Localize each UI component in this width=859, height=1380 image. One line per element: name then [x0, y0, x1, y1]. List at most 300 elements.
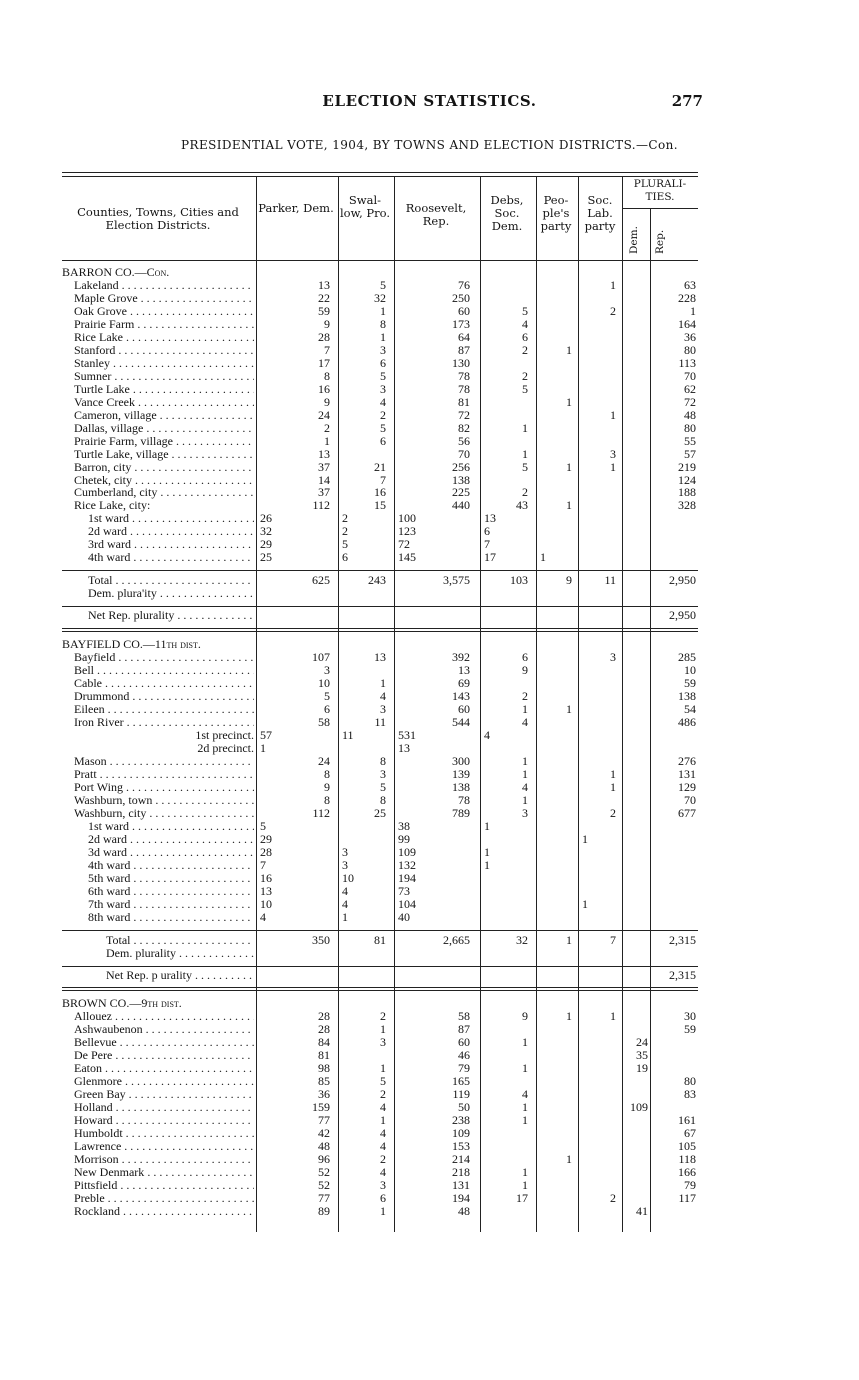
cell-sl: 1 — [610, 766, 616, 781]
top-rule — [62, 172, 698, 173]
cell-pp: 1 — [566, 702, 572, 717]
header-parker: Parker, Dem. — [258, 201, 334, 215]
row-label: Washburn, town . . . — [62, 794, 254, 807]
table-row — [62, 768, 698, 781]
table-row — [62, 716, 698, 729]
cell-p: 10 — [318, 676, 330, 691]
cell-r: 218 — [452, 1165, 470, 1180]
section-rule-2 — [62, 990, 698, 991]
section-rule — [62, 628, 698, 629]
cell-p: 48 — [318, 1139, 330, 1154]
header-rule — [62, 260, 698, 261]
row-label: Pratt . . . — [62, 768, 254, 781]
cell-r: 87 — [458, 342, 470, 357]
cell-r: 138 — [452, 472, 470, 487]
cell-pp: 1 — [566, 459, 572, 474]
table-row — [62, 370, 698, 383]
row-label: New Denmark . . . — [62, 1166, 254, 1179]
cell-pr: 59 — [684, 1022, 696, 1037]
cell-p: 7 — [324, 342, 330, 357]
row-label: Bayfield . . . — [62, 651, 254, 664]
cell-r: 789 — [452, 805, 470, 820]
row-label: Cumberland, city . . . — [62, 486, 254, 499]
cell-d: 1 — [522, 792, 528, 807]
table-title: PRESIDENTIAL VOTE, 1904, BY TOWNS AND ELECTION DISTRICTS.—Con. — [181, 138, 678, 152]
cell-dw: 1 — [484, 818, 490, 833]
cell-rw: 132 — [398, 857, 416, 872]
row-label: Holland . . . — [62, 1101, 254, 1114]
cell-r: 139 — [452, 766, 470, 781]
header-soclab: Soc. Lab. party — [584, 193, 616, 233]
table-row — [62, 651, 698, 664]
cell-p: 159 — [312, 1100, 330, 1115]
cell-r: 138 — [452, 779, 470, 794]
cell-pr: 62 — [684, 381, 696, 396]
cell-pr: 80 — [684, 342, 696, 357]
table-row — [62, 512, 698, 525]
cell-s: 13 — [374, 650, 386, 665]
cell-p: 9 — [324, 779, 330, 794]
cell-r: 250 — [452, 290, 470, 305]
row-label: Prairie Farm . . . — [62, 318, 254, 331]
cell-pr: 30 — [684, 1009, 696, 1024]
cell-rw: 38 — [398, 818, 410, 833]
cell-s: 1 — [380, 1203, 386, 1218]
cell-sw: 2 — [342, 524, 348, 539]
cell-p: 84 — [318, 1035, 330, 1050]
cell-r: 392 — [452, 650, 470, 665]
cell-p: 37 — [318, 459, 330, 474]
table-row — [62, 461, 698, 474]
cell-slw: 1 — [582, 831, 588, 846]
cell-pr: 138 — [678, 689, 696, 704]
cell-sl: 1 — [610, 779, 616, 794]
cell-pp: 1 — [566, 1152, 572, 1167]
row-label: 4th ward . . . — [62, 551, 254, 564]
total-rule — [62, 930, 698, 931]
table-row — [62, 574, 698, 587]
cell-p: 24 — [318, 753, 330, 768]
cell-rw: 73 — [398, 883, 410, 898]
cell-s: 1 — [380, 1113, 386, 1128]
table-row — [62, 435, 698, 448]
cell-rw: 104 — [398, 896, 416, 911]
cell-p: 112 — [312, 805, 330, 820]
table-row — [62, 794, 698, 807]
cell-d: 1 — [522, 420, 528, 435]
cell-r: 64 — [458, 329, 470, 344]
row-label: 3d ward . . . — [62, 846, 254, 859]
cell-s: 5 — [380, 1074, 386, 1089]
cell-p: 89 — [318, 1203, 330, 1218]
cell-d: 103 — [510, 573, 528, 588]
cell-sl: 3 — [610, 446, 616, 461]
table-row — [62, 872, 698, 885]
cell-s: 4 — [380, 689, 386, 704]
cell-rw: 123 — [398, 524, 416, 539]
cell-p: 42 — [318, 1126, 330, 1141]
cell-d: 2 — [522, 689, 528, 704]
cell-r: 300 — [452, 753, 470, 768]
header-rep: Rep. — [654, 229, 666, 254]
section-rule-2 — [62, 631, 698, 632]
cell-s: 8 — [380, 753, 386, 768]
cell-sl: 1 — [610, 459, 616, 474]
cell-d: 4 — [522, 1087, 528, 1102]
header-pluralities: PLURALI-TIES. — [633, 178, 687, 203]
cell-s: 7 — [380, 472, 386, 487]
cell-d: 32 — [516, 932, 528, 947]
cell-pp: 1 — [566, 498, 572, 513]
cell-d: 1 — [522, 1035, 528, 1050]
cell-d: 5 — [522, 381, 528, 396]
cell-pr: 70 — [684, 792, 696, 807]
cell-r: 153 — [452, 1139, 470, 1154]
table-row — [62, 525, 698, 538]
table-row — [62, 947, 698, 960]
cell-s: 81 — [374, 932, 386, 947]
row-label: Net Rep. plurality . . . — [62, 609, 254, 622]
cell-r: 544 — [452, 715, 470, 730]
cell-p: 58 — [318, 715, 330, 730]
cell-s: 32 — [374, 290, 386, 305]
cell-r: 440 — [452, 498, 470, 513]
row-label: Green Bay . . . — [62, 1088, 254, 1101]
top-rule-2 — [62, 176, 698, 177]
table-row — [62, 898, 698, 911]
cell-r: 48 — [458, 1203, 470, 1218]
row-label: Mason . . . — [62, 755, 254, 768]
cell-pr: 276 — [678, 753, 696, 768]
cell-dw: 7 — [484, 537, 490, 552]
cell-sl: 1 — [610, 1009, 616, 1024]
cell-r: 165 — [452, 1074, 470, 1089]
table-row — [62, 609, 698, 622]
cell-p: 77 — [318, 1113, 330, 1128]
cell-r: 131 — [452, 1178, 470, 1193]
row-label: 2d precinct. — [197, 741, 254, 755]
cell-d: 9 — [522, 1009, 528, 1024]
cell-sw: 3 — [342, 844, 348, 859]
cell-sw: 1 — [342, 909, 348, 924]
running-head-title: ELECTION STATISTICS. — [322, 92, 537, 110]
cell-p: 6 — [324, 702, 330, 717]
row-label: Allouez . . . — [62, 1010, 254, 1023]
header-peoples: Peo-ple's party — [540, 193, 572, 233]
cell-r: 3,575 — [443, 573, 470, 588]
row-label: Net Rep. p urality . . . — [62, 969, 254, 982]
cell-s: 4 — [380, 1126, 386, 1141]
cell-p: 96 — [318, 1152, 330, 1167]
cell-pr: 72 — [684, 394, 696, 409]
cell-rw: 194 — [398, 870, 416, 885]
cell-pr: 1 — [690, 303, 696, 318]
cell-pp: 1 — [566, 394, 572, 409]
header-swallow: Swal-low, Pro. — [339, 193, 390, 220]
cell-rw: 40 — [398, 909, 410, 924]
row-label: 1st precinct. — [195, 729, 254, 742]
net-rule — [62, 606, 698, 607]
row-label: Turtle Lake . . . — [62, 383, 254, 396]
cell-d: 2 — [522, 342, 528, 357]
cell-s: 2 — [380, 1152, 386, 1167]
cell-r: 78 — [458, 792, 470, 807]
table-row — [62, 305, 698, 318]
cell-d: 2 — [522, 368, 528, 383]
table-row — [62, 807, 698, 820]
cell-s: 3 — [380, 381, 386, 396]
cell-pr: 129 — [678, 779, 696, 794]
cell-pr: 486 — [678, 715, 696, 730]
cell-r: 194 — [452, 1191, 470, 1206]
cell-s: 4 — [380, 1139, 386, 1154]
cell-dw: 6 — [484, 524, 490, 539]
cell-p: 36 — [318, 1087, 330, 1102]
cell-rw: 99 — [398, 831, 410, 846]
table-row — [62, 934, 698, 947]
cell-rw: 100 — [398, 511, 416, 526]
table-row — [62, 448, 698, 461]
cell-sl: 3 — [610, 650, 616, 665]
cell-sw: 4 — [342, 896, 348, 911]
cell-sl: 2 — [610, 805, 616, 820]
cell-sl: 1 — [610, 407, 616, 422]
cell-pr: 219 — [678, 459, 696, 474]
cell-rw: 72 — [398, 537, 410, 552]
cell-p: 24 — [318, 407, 330, 422]
cell-s: 5 — [380, 277, 386, 292]
cell-pr: 228 — [678, 290, 696, 305]
cell-dw: 13 — [484, 511, 496, 526]
table-row — [62, 1036, 698, 1049]
cell-p: 17 — [318, 355, 330, 370]
cell-p: 98 — [318, 1061, 330, 1076]
cell-pd: 35 — [636, 1048, 648, 1063]
cell-pr: 63 — [684, 277, 696, 292]
table-row — [62, 331, 698, 344]
cell-dw: 17 — [484, 550, 496, 565]
row-label: Ashwaubenon . . . — [62, 1023, 254, 1036]
cell-p: 16 — [318, 381, 330, 396]
cell-s: 5 — [380, 779, 386, 794]
cell-sl: 1 — [610, 277, 616, 292]
row-label: Oak Grove . . . — [62, 305, 254, 318]
cell-p: 28 — [318, 1009, 330, 1024]
cell-d: 5 — [522, 459, 528, 474]
cell-r: 143 — [452, 689, 470, 704]
cell-d: 1 — [522, 1178, 528, 1193]
cell-d: 5 — [522, 303, 528, 318]
cell-r: 82 — [458, 420, 470, 435]
cell-s: 3 — [380, 702, 386, 717]
table-row — [62, 538, 698, 551]
cell-s: 15 — [374, 498, 386, 513]
cell-pr: 131 — [678, 766, 696, 781]
cell-s: 1 — [380, 329, 386, 344]
row-label: Bell . . . — [62, 664, 254, 677]
cell-s: 4 — [380, 1100, 386, 1115]
cell-pr: 677 — [678, 805, 696, 820]
cell-pw: 57 — [260, 728, 272, 742]
cell-pr: 285 — [678, 650, 696, 665]
vote-table — [62, 164, 698, 1254]
cell-pr: 166 — [678, 1165, 696, 1180]
table-row — [62, 318, 698, 331]
row-label: Stanford . . . — [62, 344, 254, 357]
table-row — [62, 587, 698, 600]
cell-d: 6 — [522, 650, 528, 665]
cell-s: 3 — [380, 1035, 386, 1050]
cell-r: 256 — [452, 459, 470, 474]
cell-p: 8 — [324, 368, 330, 383]
cell-pw: 26 — [260, 511, 272, 526]
row-label: BROWN CO.—9th dist. — [62, 997, 182, 1011]
cell-pr: 80 — [684, 1074, 696, 1089]
cell-pr: 188 — [678, 485, 696, 500]
row-label: Sumner . . . — [62, 370, 254, 383]
table-row — [62, 911, 698, 924]
cell-pr: 113 — [678, 355, 696, 370]
cell-pr: 57 — [684, 446, 696, 461]
cell-pp: 1 — [566, 932, 572, 947]
cell-s: 1 — [380, 676, 386, 691]
cell-p: 81 — [318, 1048, 330, 1063]
total-rule — [62, 570, 698, 571]
table-row — [62, 396, 698, 409]
cell-r: 78 — [458, 381, 470, 396]
row-label: De Pere . . . — [62, 1049, 254, 1062]
cell-pw: 5 — [260, 818, 266, 833]
table-row — [62, 357, 698, 370]
cell-rw: 13 — [398, 740, 410, 755]
cell-r: 60 — [458, 1035, 470, 1050]
cell-s: 3 — [380, 766, 386, 781]
cell-s: 243 — [368, 573, 386, 588]
row-label: 2d ward . . . — [62, 833, 254, 846]
cell-pr: 79 — [684, 1178, 696, 1193]
header-roosevelt: Roosevelt, Rep. — [405, 201, 467, 228]
cell-s: 2 — [380, 1087, 386, 1102]
row-label: Total . . . — [62, 934, 254, 947]
cell-dw: 1 — [484, 857, 490, 872]
row-label: 7th ward . . . — [62, 898, 254, 911]
cell-p: 22 — [318, 290, 330, 305]
cell-rw: 531 — [398, 728, 416, 742]
row-label: Rice Lake, city: — [74, 499, 151, 513]
cell-s: 8 — [380, 792, 386, 807]
cell-r: 13 — [458, 663, 470, 678]
cell-pr: 105 — [678, 1139, 696, 1154]
cell-d: 1 — [522, 753, 528, 768]
cell-d: 1 — [522, 446, 528, 461]
cell-pw: 16 — [260, 870, 272, 885]
cell-p: 1 — [324, 433, 330, 448]
cell-pd: 19 — [636, 1061, 648, 1076]
cell-r: 2,665 — [443, 932, 470, 947]
cell-sw: 10 — [342, 870, 354, 885]
cell-pd: 109 — [630, 1100, 648, 1115]
table-row — [62, 383, 698, 396]
row-label: Pittsfield . . . — [62, 1179, 254, 1192]
cell-p: 28 — [318, 329, 330, 344]
table-row — [62, 729, 698, 742]
cell-pr: 2,315 — [669, 932, 696, 947]
row-label: Prairie Farm, village . . . — [62, 435, 254, 448]
cell-p: 350 — [312, 932, 330, 947]
cell-r: 78 — [458, 368, 470, 383]
cell-s: 21 — [374, 459, 386, 474]
cell-d: 4 — [522, 316, 528, 331]
cell-p: 625 — [312, 573, 330, 588]
row-label: Eileen . . . — [62, 703, 254, 716]
cell-d: 2 — [522, 485, 528, 500]
row-label: Preble . . . — [62, 1192, 254, 1205]
cell-pr: 2,950 — [669, 608, 696, 623]
cell-p: 52 — [318, 1178, 330, 1193]
cell-p: 2 — [324, 420, 330, 435]
row-label: Turtle Lake, village . . . — [62, 448, 254, 461]
cell-p: 14 — [318, 472, 330, 487]
table-row — [62, 846, 698, 859]
row-label: 1st ward . . . — [62, 512, 254, 525]
cell-r: 58 — [458, 1009, 470, 1024]
row-label: Morrison . . . — [62, 1153, 254, 1166]
cell-dw: 1 — [484, 844, 490, 859]
cell-s: 6 — [380, 1191, 386, 1206]
cell-s: 25 — [374, 805, 386, 820]
cell-pw: 32 — [260, 524, 272, 539]
section-rule — [62, 987, 698, 988]
cell-sw: 6 — [342, 550, 348, 565]
cell-pr: 2,950 — [669, 573, 696, 588]
cell-d: 3 — [522, 805, 528, 820]
row-label: Rockland . . . — [62, 1205, 254, 1218]
cell-d: 4 — [522, 779, 528, 794]
cell-p: 8 — [324, 766, 330, 781]
row-label: Dem. plurality . . . — [62, 947, 254, 960]
cell-s: 5 — [380, 368, 386, 383]
cell-p: 13 — [318, 446, 330, 461]
cell-p: 5 — [324, 689, 330, 704]
cell-s: 2 — [380, 1009, 386, 1024]
cell-pw: 7 — [260, 857, 266, 872]
cell-d: 6 — [522, 329, 528, 344]
cell-pd: 41 — [636, 1203, 648, 1218]
cell-pp: 1 — [566, 1009, 572, 1024]
cell-r: 60 — [458, 303, 470, 318]
cell-s: 4 — [380, 1165, 386, 1180]
table-row — [62, 969, 698, 982]
cell-d: 1 — [522, 1061, 528, 1076]
row-label: Cameron, village . . . — [62, 409, 254, 422]
table-row — [62, 292, 698, 305]
cell-r: 225 — [452, 485, 470, 500]
cell-s: 2 — [380, 407, 386, 422]
cell-pr: 164 — [678, 316, 696, 331]
cell-pw: 10 — [260, 896, 272, 911]
cell-d: 1 — [522, 1100, 528, 1115]
row-label: Lakeland . . . — [62, 279, 254, 292]
cell-sw: 4 — [342, 883, 348, 898]
cell-r: 50 — [458, 1100, 470, 1115]
cell-p: 37 — [318, 485, 330, 500]
cell-d: 9 — [522, 663, 528, 678]
cell-r: 238 — [452, 1113, 470, 1128]
table-row — [62, 833, 698, 846]
cell-pr: 117 — [678, 1191, 696, 1206]
row-label: Cable . . . — [62, 677, 254, 690]
header-name: Counties, Towns, Cities and Election Districts. — [77, 205, 239, 232]
